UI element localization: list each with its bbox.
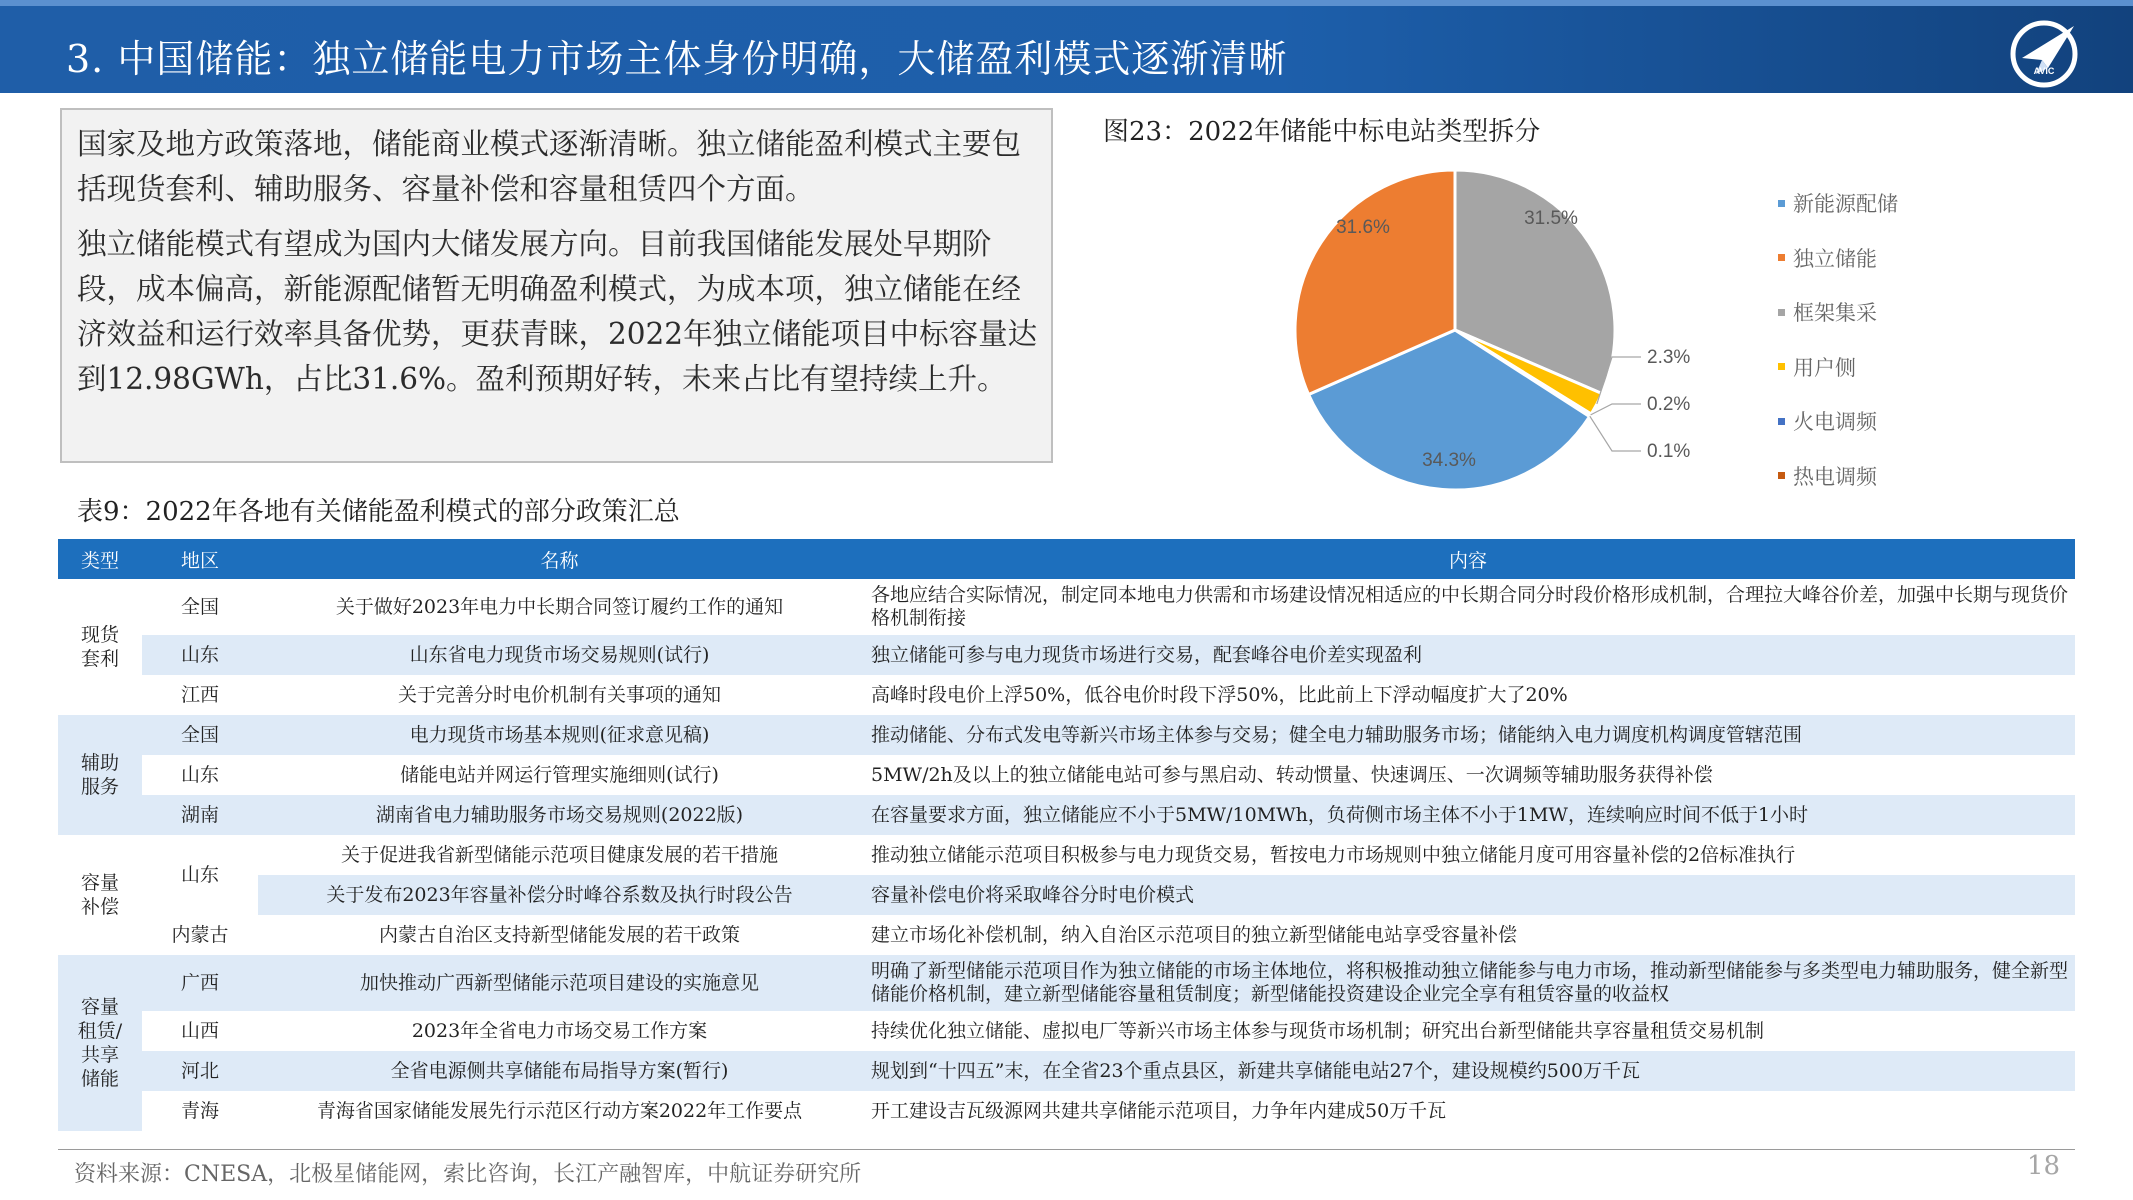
- cell-name: 关于发布2023年容量补偿分时峰谷系数及执行时段公告: [258, 875, 861, 915]
- legend-swatch: [1778, 254, 1785, 261]
- cell-region: 山东: [142, 835, 258, 915]
- cell-name: 内蒙古自治区支持新型储能发展的若干政策: [378, 923, 740, 946]
- legend-swatch: [1778, 418, 1785, 425]
- legend-label: 框架集采: [1793, 301, 1877, 326]
- cell-content: 容量补偿电价将采取峰谷分时电价模式: [861, 875, 2075, 915]
- leader-line: [1591, 404, 1641, 415]
- cell-name: 2023年全省电力市场交易工作方案: [411, 1019, 708, 1042]
- table-row: [58, 579, 2075, 635]
- footer-divider: [58, 1149, 2075, 1150]
- cell-region: 广西: [142, 955, 258, 1011]
- data-label: 31.6%: [1336, 217, 1390, 238]
- logo-text: AVIC: [2033, 66, 2055, 76]
- intro-paragraph-2: 独立储能模式有望成为国内大储发展方向。目前我国储能发展处早期阶段，成本偏高，新能源配储暂无明确盈利模式，为成本项，独立储能在经济效益和运行效率具备优势，更获青睐，2022年独立储能项目中标容量达到12.98GWh，占比31.6%。盈利预期好转，未来占比有望持续上升。: [77, 227, 1038, 396]
- cell-content: 高峰时段电价上浮50%，低谷电价时段下浮50%，比此前上下浮动幅度扩大了20%: [871, 683, 1568, 706]
- cell-region: 山东: [142, 635, 258, 675]
- cell-content: 明确了新型储能示范项目作为独立储能的市场主体地位，将积极推动独立储能参与电力市场，推动新型储能参与多类型电力辅助服务，健全新型储能价格机制，建立新型储能容量租赁制度；新型储能投资建设企业完全享有租赁容量的收益权: [861, 955, 2075, 1011]
- legend-label: 独立储能: [1793, 246, 1877, 271]
- cell-content: 在容量要求方面，独立储能应不小于5MW/10MWh，负荷侧市场主体不小于1MW，连续响应时间不低于1小时: [861, 795, 2075, 835]
- legend-swatch: [1778, 309, 1785, 316]
- legend-item: [1778, 285, 1898, 340]
- cell-region: 青海: [180, 1099, 219, 1122]
- data-label: 0.2%: [1647, 394, 1691, 415]
- cell-content: 5MW/2h及以上的独立储能电站可参与黑启动、转动惯量、快速调压、一次调频等辅助服务获得补偿: [871, 763, 1713, 786]
- header-region: 地区: [142, 539, 258, 579]
- header-content: 内容: [861, 539, 2075, 579]
- legend-swatch: [1778, 363, 1785, 370]
- cell-region: 全国: [180, 595, 219, 618]
- intro-box: [60, 108, 1053, 463]
- header-type: 类型: [58, 539, 142, 579]
- cell-name: 全省电源侧共享储能布局指导方案(暂行): [258, 1051, 861, 1091]
- cell-content: 开工建设吉瓦级源网共建共享储能示范项目，力争年内建成50万千瓦: [871, 1099, 1447, 1122]
- table-row: [58, 835, 2075, 875]
- table-row: [58, 1091, 2075, 1131]
- data-label: 31.5%: [1524, 208, 1578, 229]
- legend-label: 新能源配储: [1793, 192, 1898, 217]
- table-row: [58, 715, 2075, 755]
- cell-content: 独立储能可参与电力现货市场进行交易，配套峰谷电价差实现盈利: [861, 635, 2075, 675]
- table-row: [58, 875, 2075, 915]
- cell-content: 建立市场化补偿机制，纳入自治区示范项目的独立新型储能电站享受容量补偿: [871, 923, 1518, 946]
- cell-content: 各地应结合实际情况，制定同本地电力供需和市场建设情况相适应的中长期合同分时段价格形成机制，合理拉大峰谷价差，加强中长期与现货价格机制衔接: [871, 584, 2069, 629]
- legend-swatch: [1778, 200, 1785, 207]
- policy-table: [58, 539, 2075, 1131]
- legend-label: 火电调频: [1793, 410, 1877, 435]
- cell-name: 电力现货市场基本规则(征求意见稿): [258, 715, 861, 755]
- cell-region: 湖南: [142, 795, 258, 835]
- data-label: 2.3%: [1647, 347, 1691, 368]
- avic-logo-icon: [2008, 18, 2080, 90]
- cell-region: 全国: [142, 715, 258, 755]
- legend-item: [1778, 340, 1898, 395]
- cell-region: 江西: [180, 683, 219, 706]
- legend-item: [1778, 394, 1898, 449]
- legend-swatch: [1778, 472, 1785, 479]
- legend-label: 用户侧: [1793, 355, 1856, 380]
- source-note: 资料来源：CNESA，北极星储能网，索比咨询，长江产融智库，中航证券研究所: [74, 1162, 862, 1187]
- page-number: 18: [2027, 1151, 2061, 1181]
- cell-name: 湖南省电力辅助服务市场交易规则(2022版): [258, 795, 861, 835]
- cell-region: 河北: [142, 1051, 258, 1091]
- legend-item: [1778, 449, 1898, 504]
- table-header-row: [58, 539, 2075, 579]
- cell-content: 推动储能、分布式发电等新兴市场主体参与交易；健全电力辅助服务市场；储能纳入电力调度机构调度管辖范围: [861, 715, 2075, 755]
- cell-content: 推动独立储能示范项目积极参与电力现货交易，暂按电力市场规则中独立储能月度可用容量补偿的2倍标准执行: [871, 843, 1796, 866]
- legend-item: [1778, 176, 1898, 231]
- table-row: [58, 635, 2075, 675]
- table-row: [58, 955, 2075, 1011]
- legend-item: [1778, 231, 1898, 286]
- legend-label: 热电调频: [1793, 464, 1877, 489]
- cell-name: 关于促进我省新型储能示范项目健康发展的若干措施: [340, 843, 778, 866]
- cell-type: 容量 补偿: [58, 835, 142, 955]
- cell-name: 青海省国家储能发展先行示范区行动方案2022年工作要点: [316, 1099, 803, 1122]
- table-row: [58, 755, 2075, 795]
- header-name: 名称: [258, 539, 861, 579]
- cell-name: 关于完善分时电价机制有关事项的通知: [397, 683, 721, 706]
- intro-paragraph-1: 国家及地方政策落地，储能商业模式逐渐清晰。独立储能盈利模式主要包括现货套利、辅助服务、容量补偿和容量租赁四个方面。: [77, 127, 1022, 206]
- cell-region: 山东: [180, 763, 219, 786]
- table-row: [58, 795, 2075, 835]
- cell-name: 山东省电力现货市场交易规则(试行): [258, 635, 861, 675]
- cell-content: 规划到“十四五”末，在全省23个重点县区，新建共享储能电站27个，建设规模约500万千瓦: [861, 1051, 2075, 1091]
- table-row: [58, 675, 2075, 715]
- cell-type: 辅助 服务: [58, 715, 142, 835]
- header-bar: [0, 0, 2133, 93]
- figure-title: 图23：2022年储能中标电站类型拆分: [1103, 117, 1541, 147]
- page-title: 3. 中国储能：独立储能电力市场主体身份明确，大储盈利模式逐渐清晰: [66, 37, 1288, 81]
- cell-content: 持续优化独立储能、虚拟电厂等新兴市场主体参与现货市场机制；研究出台新型储能共享容量租赁交易机制: [871, 1019, 1765, 1042]
- data-label: 0.1%: [1647, 441, 1691, 462]
- data-label: 34.3%: [1422, 450, 1476, 471]
- table-row: [58, 1051, 2075, 1091]
- cell-name: 储能电站并网运行管理实施细则(试行): [400, 763, 719, 786]
- chart-legend: [1778, 176, 1898, 503]
- cell-name: 关于做好2023年电力中长期合同签订履约工作的通知: [335, 595, 784, 618]
- table-row: [58, 915, 2075, 955]
- table-title: 表9：2022年各地有关储能盈利模式的部分政策汇总: [77, 497, 680, 527]
- cell-region: 山西: [180, 1019, 219, 1042]
- leader-line: [1590, 416, 1641, 451]
- cell-type: 容量 租赁/ 共享 储能: [58, 955, 142, 1131]
- table-row: [58, 1011, 2075, 1051]
- cell-type: 现货 套利: [58, 579, 142, 715]
- cell-region: 内蒙古: [171, 923, 229, 946]
- cell-name: 加快推动广西新型储能示范项目建设的实施意见: [258, 955, 861, 1011]
